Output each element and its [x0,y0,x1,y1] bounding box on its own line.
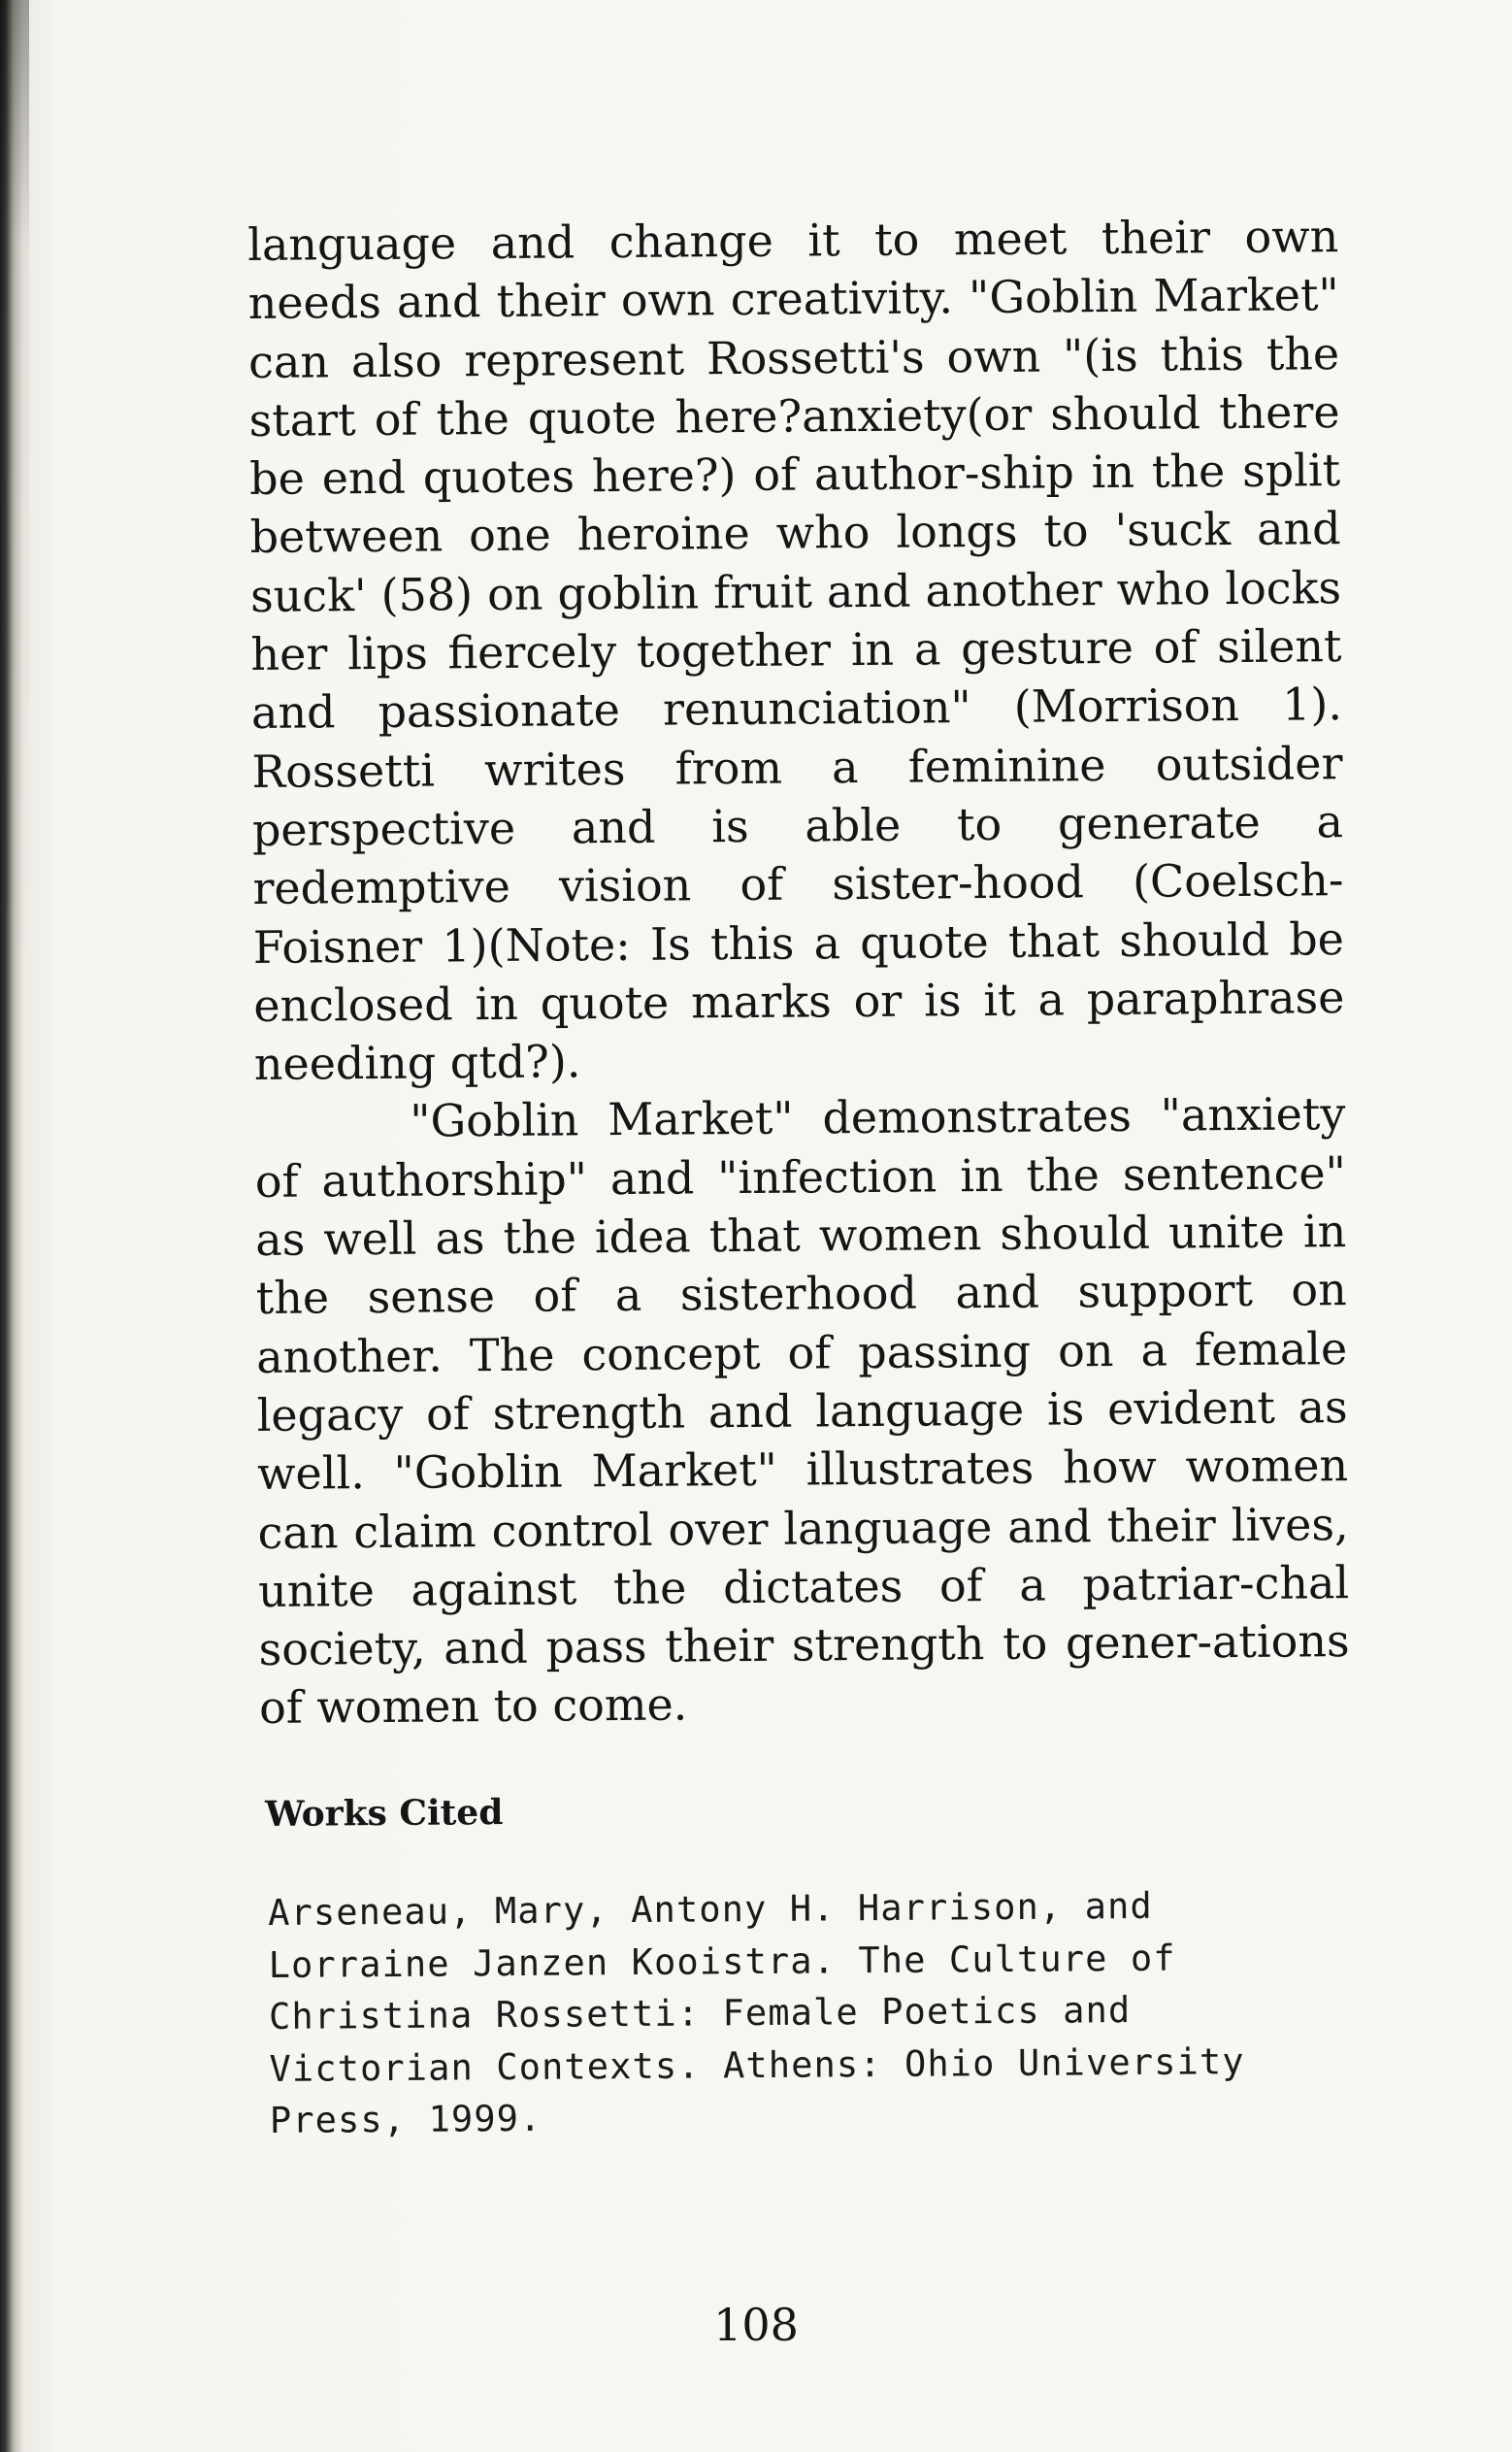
citation-entry: Arseneau, Mary, Antony H. Harrison, and Lorraine Janzen Kooistra. The Culture of Christina Rossetti: Female Poetics and Victorian Contexts. Athens: Ohio University Press, 1999. [268,1884,1245,2141]
page-number-text: 108 [713,2299,799,2351]
page-number [0,2299,1512,2351]
works-cited-heading: Works Cited [265,1792,504,1835]
paragraph-2: "Goblin Market" demonstrates "anxiety of authorship" and "infection in the sentence" as well as the idea that women should unite in the sense of a sisterhood and support on another. The concept of passing on a female legacy of strength and language is evident as well. "Goblin Market" illustrates how women can claim control over language and their lives, unite against the dictates of a patriar-chal society, and pass their strength to gener-ations of women to come. [254,1087,1350,1735]
body-text [247,207,1350,1737]
paragraph-1: language and change it to meet their own needs and their own creativity. "Goblin Market" can also represent Rossetti's own "(is this the start of the quote here?anxiety(or should there be end quotes here?) of author-ship in the split between one heroine who longs to 'suck and suck' (58) on goblin fruit and another who locks her lips fiercely together in a gesture of silent and passionate renunciation" (Morrison 1). Rossetti writes from a feminine outsider perspective and is able to generate a redemptive vision of sister-hood (Coelsch-Foisner 1)(Note: Is this a quote that should be enclosed in quote marks or is it a paraphrase needing qtd?). [247,210,1345,1091]
